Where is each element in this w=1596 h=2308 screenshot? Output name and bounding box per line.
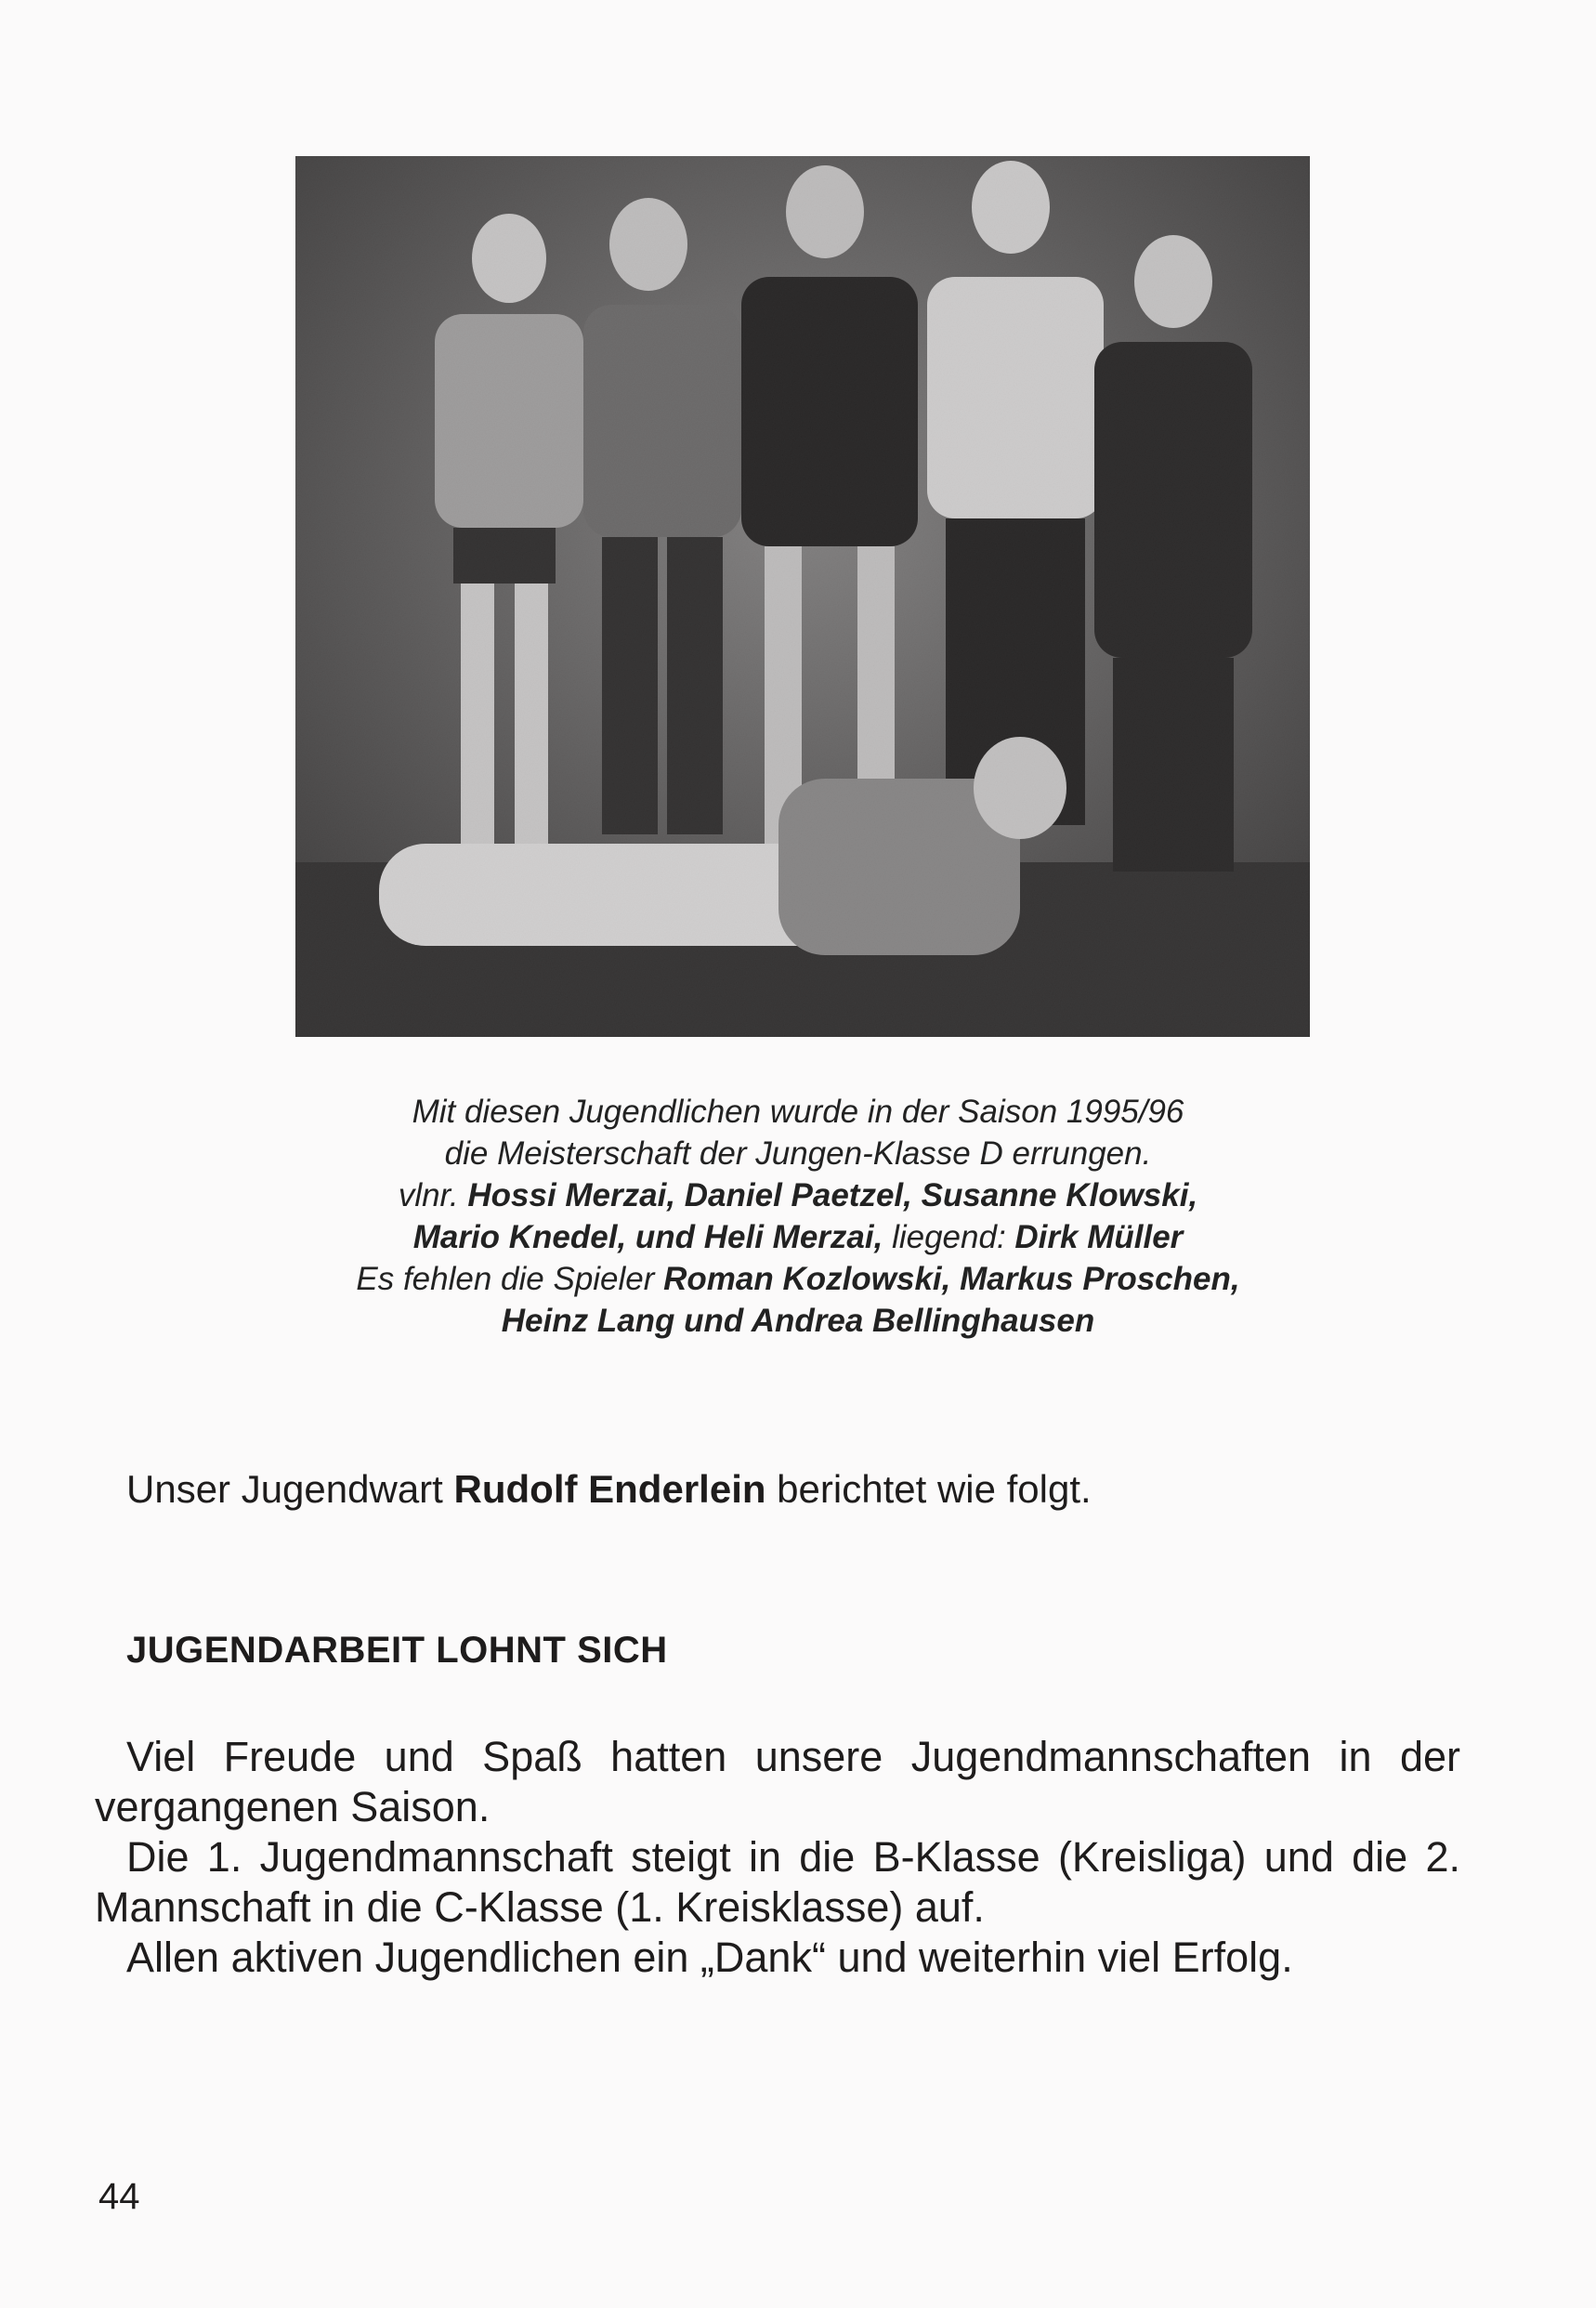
caption-line: [186, 1174, 1410, 1216]
caption-line: [186, 1300, 1410, 1342]
team-photo-image: [295, 156, 1310, 1037]
body-text: [95, 1732, 1460, 1983]
caption-names: Dirk Müller: [1014, 1219, 1184, 1255]
caption-line: [186, 1133, 1410, 1174]
intro-text: berichtet wie folgt.: [765, 1467, 1092, 1511]
intro-text: Unser Jugendwart: [126, 1467, 454, 1511]
caption-text: die Meisterschaft der Jungen-Klasse D errungen.: [444, 1135, 1152, 1172]
paragraph: Die 1. Jugendmannschaft steigt in die B-Klasse (Kreisliga) und die 2. Mannschaft in die C-Klasse (1. Kreisklasse) auf.: [95, 1833, 1460, 1931]
intro-name: Rudolf Enderlein: [453, 1467, 766, 1511]
page-number: 44: [98, 2176, 140, 2217]
caption-names: Hossi Merzai, Daniel Paetzel, Susanne Klowski,: [467, 1177, 1198, 1213]
paragraph: Viel Freude und Spaß hatten unsere Jugendmannschaften in der vergangenen Saison.: [95, 1733, 1460, 1830]
caption-line: [186, 1091, 1410, 1133]
caption-line: [186, 1216, 1410, 1258]
caption-text: Es fehlen die Spieler: [356, 1261, 664, 1297]
caption-text: liegend:: [883, 1219, 1015, 1255]
caption-names: Mario Knedel, und Heli Merzai,: [412, 1219, 883, 1255]
photo-caption: [186, 1091, 1410, 1342]
intro-sentence: [126, 1466, 1092, 1513]
caption-line: [186, 1258, 1410, 1300]
caption-names: Roman Kozlowski, Markus Proschen,: [663, 1261, 1240, 1297]
caption-names: Heinz Lang und Andrea Bellinghausen: [501, 1303, 1095, 1339]
caption-text: Mit diesen Jugendlichen wurde in der Saison 1995/96: [412, 1094, 1184, 1130]
paragraph: Allen aktiven Jugendlichen ein „Dank“ und weiterhin viel Erfolg.: [126, 1934, 1293, 1981]
section-heading: JUGENDARBEIT LOHNT SICH: [126, 1630, 668, 1671]
team-photo: [295, 156, 1310, 1037]
caption-text: vlnr.: [398, 1177, 468, 1213]
